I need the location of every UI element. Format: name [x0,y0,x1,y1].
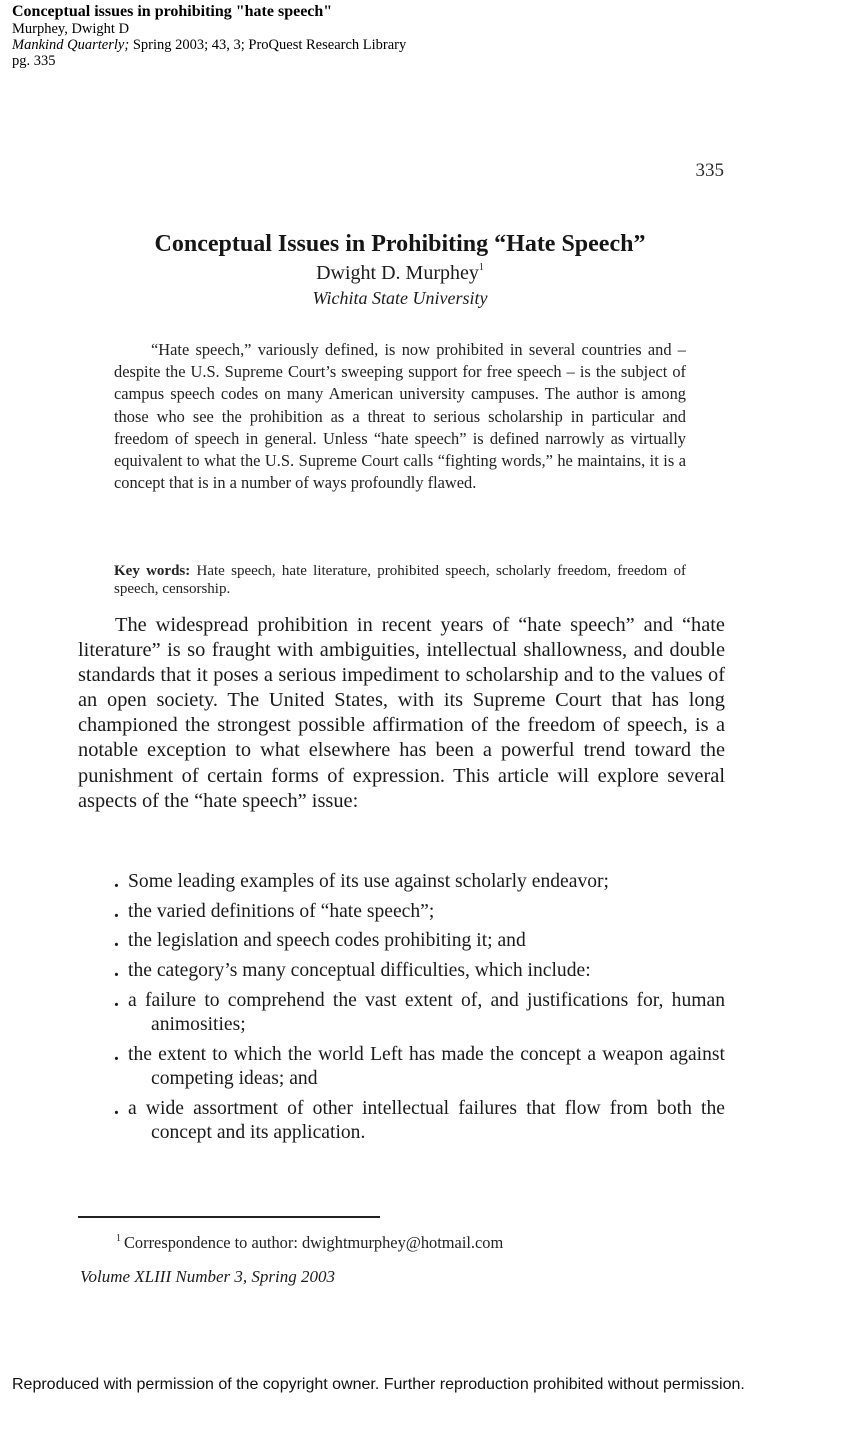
citation-page: pg. 335 [12,53,56,69]
bullet-marker: . [114,1098,119,1120]
footnote [116,1233,503,1253]
citation-title: Conceptual issues in prohibiting "hate speech" [12,3,333,20]
bullet-marker: . [114,960,119,982]
list-item [114,1097,725,1146]
bullet-marker: . [114,871,119,892]
page-number: 335 [695,160,724,181]
copyright-notice: Reproduced with permission of the copyright owner. Further reproduction prohibited without permission. [12,1376,745,1393]
bullet-marker: . [114,989,119,1011]
list-item [114,929,725,953]
journal-footer: Volume XLIII Number 3, Spring 2003 [80,1267,335,1286]
article-author [0,262,800,285]
article-affiliation: Wichita State University [312,288,488,308]
abstract: “Hate speech,” variously defined, is now prohibited in several countries and – despite the U.S. Supreme Court’s sweeping support for free speech – is the subject of campus speech codes on many American university campuses. The author is among those who see the prohibition as a threat to serious scholarship in particular and freedom of speech in general. Unless “hate speech” is defined narrowly as virtually equivalent to what the U.S. Supreme Court calls “fighting words,” he maintains, it is a concept that is in a number of ways profoundly flawed. [114,340,686,493]
bullet-marker: . [114,1043,119,1065]
list-item [114,900,725,924]
citation-journal [12,37,406,53]
citation-header [12,3,406,69]
article-author-name: Dwight D. Murphey [316,262,479,284]
list-item-text: the varied definitions of “hate speech”; [128,900,435,922]
citation-journal-name: Mankind Quarterly; [12,37,130,53]
bullet-marker: . [114,930,119,952]
list-item-text: the legislation and speech codes prohibiting it; and [128,930,526,952]
citation-author: Murphey, Dwight D [12,21,130,37]
list-item [114,870,725,894]
list-item [114,989,725,1038]
footnote-mark: 1 [116,1233,121,1244]
bullet-list [114,870,725,1151]
list-item-text: Some leading examples of its use against scholarly endeavor; [128,871,610,892]
list-item-text: the extent to which the world Left has made the concept a weapon against competing ideas; and [128,1043,725,1090]
citation-journal-details: Spring 2003; 43, 3; ProQuest Research Library [129,37,407,53]
list-item-text: the category’s many conceptual difficulties, which include: [128,960,591,982]
list-item [114,959,725,983]
body-paragraph: The widespread prohibition in recent years of “hate speech” and “hate literature” is so fraught with ambiguities, intellectual shallowness, and double standards that it poses a serious impediment to scholarship and to the values of an open society. The United States, with its Supreme Court that has long championed the strongest possible affirmation of the freedom of speech, is a notable exception to what elsewhere has been a powerful trend toward the punishment of certain forms of expression. This article will explore several aspects of the “hate speech” issue: [78,614,725,812]
bullet-marker: . [114,900,119,922]
footnote-divider [78,1216,380,1218]
keywords [114,563,686,598]
list-item-text: a failure to comprehend the vast extent of, and justifications for, human animosities; [128,989,725,1036]
list-item [114,1043,725,1092]
keywords-label: Key words: [114,563,191,579]
keywords-text: Hate speech, hate literature, prohibited speech, scholarly freedom, freedom of speech, censorship. [114,563,686,597]
author-footnote-mark: 1 [478,262,484,273]
list-item-text: a wide assortment of other intellectual failures that flow from both the concept and its application. [128,1098,725,1144]
footnote-text: Correspondence to author: dwightmurphey@hotmail.com [124,1233,504,1252]
article-title: Conceptual Issues in Prohibiting “Hate Speech” [154,231,646,257]
